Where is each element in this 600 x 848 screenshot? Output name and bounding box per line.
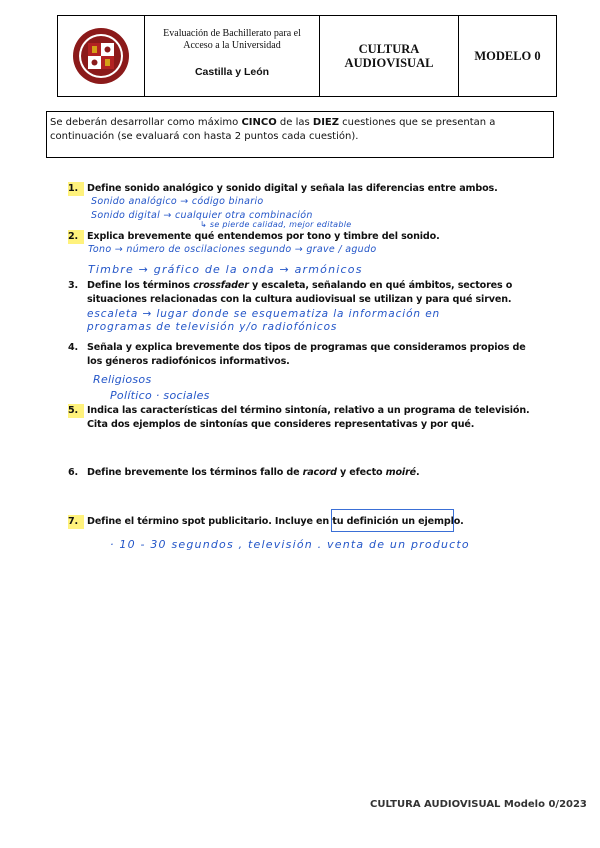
- handwritten-note: Político · sociales: [110, 389, 210, 402]
- term-moire: moiré: [385, 467, 417, 478]
- question-4: [68, 341, 538, 369]
- institution-line1: Evaluación de Bachillerato para el: [163, 28, 301, 39]
- annotation-box: [331, 509, 454, 532]
- handwritten-note: Sonido analógico → código binario: [91, 196, 264, 207]
- handwritten-note: ↳ se pierde calidad, mejor editable: [200, 220, 352, 229]
- handwritten-note: Sonido digital → cualquier otra combinación: [91, 210, 313, 221]
- term-crossfader: crossfader: [193, 280, 249, 291]
- handwritten-note: Timbre → gráfico de la onda → armónicos: [88, 263, 363, 276]
- question-number: 7.: [68, 515, 84, 529]
- question-text: Señala y explica brevemente dos tipos de programas que consideramos propios de los géneros radiofónicos informativos.: [87, 342, 526, 367]
- institution-cell: [145, 16, 320, 96]
- instructions-box: [46, 111, 554, 158]
- handwritten-note: · 10 - 30 segundos , televisión . venta de un producto: [110, 538, 470, 551]
- page-footer: CULTURA AUDIOVISUAL Modelo 0/2023: [370, 799, 587, 810]
- region-label: Castilla y León: [194, 66, 270, 78]
- question-6: [68, 466, 538, 480]
- logo-cell: [58, 16, 145, 96]
- model-label: MODELO 0: [474, 48, 541, 63]
- model-cell: [459, 16, 556, 96]
- subject-line1: CULTURA: [358, 42, 420, 56]
- question-5: [68, 404, 538, 432]
- question-text: Define el término spot publicitario. Incluye en tu definición un ejemplo.: [87, 516, 464, 527]
- question-1: [68, 182, 538, 196]
- instructions-text: cuestiones que se presentan a continuación (se evaluará con hasta 2 puntos cada cuestión).: [50, 117, 496, 142]
- handwritten-note: Tono → número de oscilaciones segundo → grave / agudo: [88, 244, 377, 255]
- question-number: 3.: [68, 280, 79, 291]
- question-number: 1.: [68, 182, 84, 196]
- instructions-text: Se deberán desarrollar como máximo: [50, 117, 242, 128]
- handwritten-note: programas de televisión y/o radiofónicos: [87, 321, 338, 333]
- question-text: Define brevemente los términos fallo de racord y efecto moiré.: [87, 467, 420, 478]
- exam-header: [57, 15, 557, 97]
- handwritten-note: escaleta → lugar donde se esquematiza la información en: [87, 308, 441, 320]
- instructions-total: DIEZ: [312, 117, 339, 128]
- question-3: [68, 279, 538, 307]
- question-number: 2.: [68, 230, 84, 244]
- question-text: Define los términos crossfader y escaleta, señalando en qué ámbitos, sectores o situaciones relacionadas con la cultura audiovisual se utilizan y para qué sirven.: [87, 280, 513, 305]
- subject-line2: AUDIOVISUAL: [344, 56, 434, 70]
- subject-cell: [320, 16, 459, 96]
- university-crest-icon: [72, 26, 130, 86]
- question-number: 4.: [68, 342, 79, 353]
- question-number: 5.: [68, 404, 84, 418]
- instructions-text: de las: [276, 117, 313, 128]
- question-7: [68, 515, 538, 529]
- question-text: Explica brevemente qué entendemos por tono y timbre del sonido.: [87, 231, 440, 242]
- handwritten-note: Religiosos: [93, 373, 152, 386]
- question-number: 6.: [68, 467, 79, 478]
- question-2: [68, 230, 538, 244]
- term-racord: racord: [302, 467, 337, 478]
- question-text: Define sonido analógico y sonido digital y señala las diferencias entre ambos.: [87, 183, 498, 194]
- question-text: Indica las características del término sintonía, relativo a un programa de televisión. Cita dos ejemplos de sintonías que consideres representativas y por qué.: [87, 405, 530, 430]
- instructions-max: CINCO: [241, 117, 277, 128]
- institution-line2: Acceso a la Universidad: [183, 40, 281, 51]
